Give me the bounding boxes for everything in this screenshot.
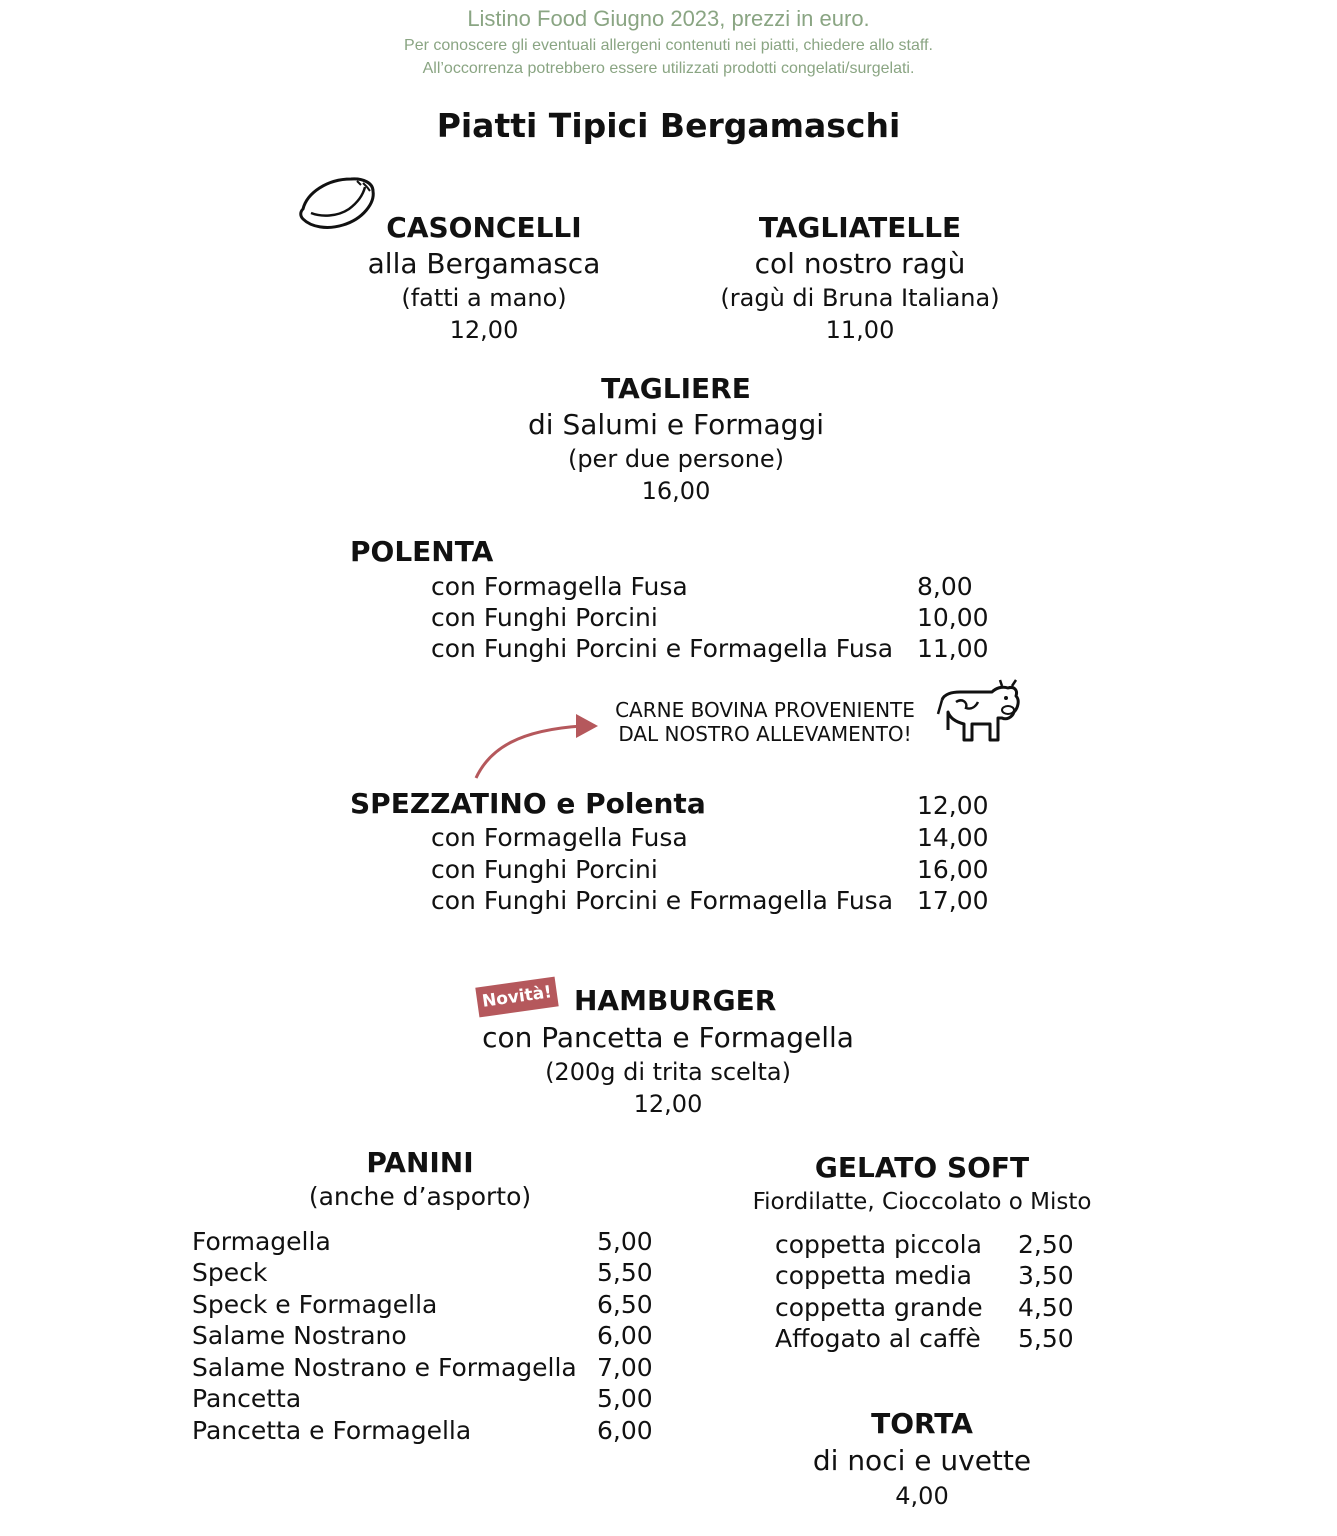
hamburger-sub: con Pancetta e Formagella <box>482 1021 854 1054</box>
gelato-item-label: coppetta grande <box>775 1293 983 1322</box>
gelato-name: GELATO SOFT <box>814 1151 1030 1184</box>
panini-item-label: Formagella <box>192 1227 331 1256</box>
header-line-3: All’occorrenza potrebbero essere utilizzati prodotti congelati/surgelati. <box>422 60 915 77</box>
curved-arrow-icon <box>470 708 605 783</box>
panini-item-label: Speck e Formagella <box>192 1290 438 1319</box>
tagliatelle-sub: col nostro ragù <box>754 247 966 280</box>
tagliere-name: TAGLIERE <box>601 372 751 405</box>
tagliatelle-block <box>690 210 1030 346</box>
torta-block <box>772 1406 1072 1512</box>
gelato-item-price: 2,50 <box>1018 1230 1074 1259</box>
panini-item-label: Salame Nostrano <box>192 1321 407 1350</box>
spezzatino-item-label: con Funghi Porcini <box>431 855 658 884</box>
gelato-item-label: coppetta piccola <box>775 1230 982 1259</box>
polenta-item-price: 11,00 <box>917 634 989 663</box>
panini-item-label: Pancetta e Formagella <box>192 1416 472 1445</box>
panini-item-label: Pancetta <box>192 1384 302 1413</box>
torta-sub: di noci e uvette <box>812 1444 1032 1477</box>
panini-item-price: 5,00 <box>597 1227 653 1256</box>
spezzatino-name: SPEZZATINO e Polenta <box>350 787 706 820</box>
casoncelli-name: CASONCELLI <box>386 211 582 244</box>
spezzatino-item-label: con Formagella Fusa <box>431 823 688 852</box>
polenta-item-label: con Funghi Porcini e Formagella Fusa <box>431 634 894 663</box>
polenta-item-label: con Formagella Fusa <box>431 572 688 601</box>
hamburger-name: HAMBURGER <box>574 984 777 1017</box>
cow-note-line-1: CARNE BOVINA PROVENIENTE <box>615 698 915 722</box>
polenta-item-price: 8,00 <box>917 572 973 601</box>
casoncelli-sub: alla Bergamasca <box>367 247 601 280</box>
torta-price: 4,00 <box>895 1482 949 1510</box>
panini-header <box>270 1145 570 1213</box>
gelato-item-price: 3,50 <box>1018 1261 1074 1290</box>
torta-name: TORTA <box>871 1407 973 1440</box>
casoncelli-note: (fatti a mano) <box>401 284 567 312</box>
panini-item-price: 6,00 <box>597 1321 653 1350</box>
tagliatelle-note: (ragù di Bruna Italiana) <box>720 284 1000 312</box>
gelato-item-label: Affogato al caffè <box>775 1324 981 1353</box>
spezzatino-item-price: 16,00 <box>917 855 989 884</box>
panini-item-label: Speck <box>192 1258 268 1287</box>
spezzatino-item-label: con Funghi Porcini e Formagella Fusa <box>431 886 894 915</box>
spezzatino-item-price: 17,00 <box>917 886 989 915</box>
hamburger-block <box>418 1020 918 1120</box>
new-badge: Novità! <box>475 977 558 1018</box>
header-line-2: Per conoscere gli eventuali allergeni contenuti nei piatti, chiedere allo staff. <box>404 37 933 54</box>
gelato-header <box>712 1150 1132 1218</box>
cow-note <box>600 698 930 746</box>
gelato-item-label: coppetta media <box>775 1261 972 1290</box>
hamburger-note: (200g di trita scelta) <box>545 1058 791 1086</box>
tagliatelle-price: 11,00 <box>825 316 895 344</box>
gelato-item-price: 5,50 <box>1018 1324 1074 1353</box>
tagliatelle-name: TAGLIATELLE <box>758 211 962 244</box>
page-title: Piatti Tipici Bergamaschi <box>436 106 901 145</box>
tagliere-price: 16,00 <box>641 477 711 505</box>
spezzatino-price: 12,00 <box>917 791 989 820</box>
cow-icon <box>936 678 1022 746</box>
panini-item-label: Salame Nostrano e Formagella <box>192 1353 577 1382</box>
casoncelli-block <box>334 210 634 346</box>
panini-item-price: 6,00 <box>597 1416 653 1445</box>
spezzatino-item-price: 14,00 <box>917 823 989 852</box>
casoncelli-price: 12,00 <box>449 316 519 344</box>
polenta-item-price: 10,00 <box>917 603 989 632</box>
panini-item-price: 5,50 <box>597 1258 653 1287</box>
panini-item-price: 6,50 <box>597 1290 653 1319</box>
tagliere-block <box>476 371 876 507</box>
panini-note: (anche d’asporto) <box>308 1182 532 1211</box>
gelato-note: Fiordilatte, Cioccolato o Misto <box>752 1189 1092 1215</box>
hamburger-price: 12,00 <box>633 1090 703 1118</box>
tagliere-sub: di Salumi e Formaggi <box>527 408 824 441</box>
polenta-name: POLENTA <box>350 535 494 568</box>
gelato-item-price: 4,50 <box>1018 1293 1074 1322</box>
panini-item-price: 7,00 <box>597 1353 653 1382</box>
panini-item-price: 5,00 <box>597 1384 653 1413</box>
tagliere-note: (per due persone) <box>567 445 785 473</box>
polenta-item-label: con Funghi Porcini <box>431 603 658 632</box>
cow-note-line-2: DAL NOSTRO ALLEVAMENTO! <box>618 722 912 746</box>
header-line-1: Listino Food Giugno 2023, prezzi in euro. <box>467 6 870 31</box>
panini-name: PANINI <box>366 1146 474 1179</box>
